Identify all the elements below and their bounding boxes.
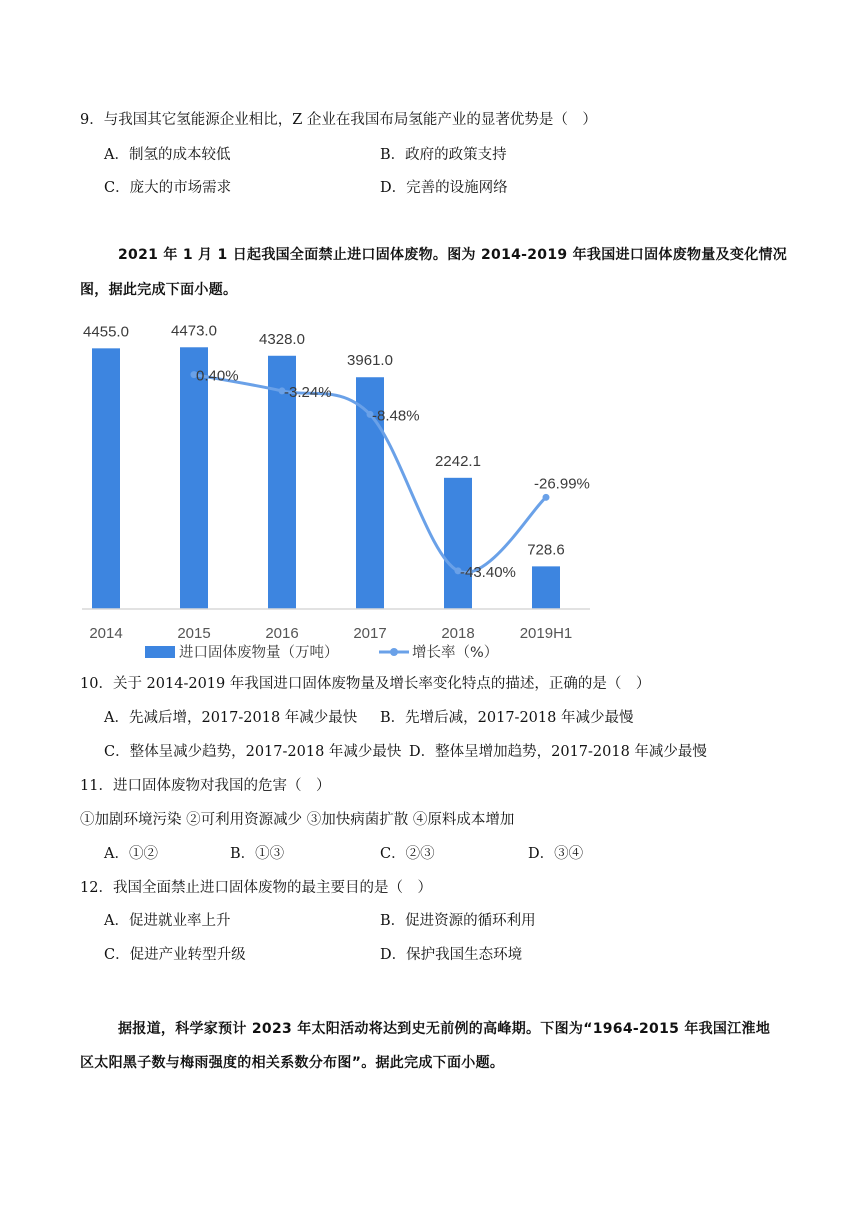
x-tick-2014: 2014 (89, 625, 123, 642)
q9-option-d: D．完善的设施网络 (380, 180, 508, 196)
bar-value-label-2019H1: 728.6 (527, 541, 565, 559)
q12-option-d: D．保护我国生态环境 (380, 947, 523, 963)
bar-value-label-2015: 4473.0 (171, 322, 217, 340)
legend-bar-swatch (145, 646, 175, 658)
bar-2018 (444, 478, 472, 609)
q11-statements: ①加剧环境污染 ②可利用资源减少 ③加快病菌扩散 ④原料成本增加 (80, 812, 515, 828)
passage-1-line-2: 图，据此完成下面小题。 (80, 282, 238, 298)
q11-option-a: A．①② (104, 846, 158, 862)
bar-2015 (180, 347, 208, 609)
labels-layer (83, 322, 590, 581)
legend-bar-label: 进口固体废物量（万吨） (179, 645, 339, 661)
question-12-stem: 12．我国全面禁止进口固体废物的最主要目的是（ ） (80, 880, 432, 896)
x-tick-2019H1: 2019H1 (519, 625, 573, 642)
bar-value-label-2016: 4328.0 (259, 330, 305, 348)
question-11-stem: 11．进口固体废物对我国的危害（ ） (80, 778, 331, 794)
q12-option-b: B．促进资源的循环利用 (380, 913, 536, 929)
rate-label-2018: -43.40% (460, 563, 516, 581)
passage-2-line-1: 据报道，科学家预计 2023 年太阳活动将达到史无前例的高峰期。下图为“1964-2015 年我国江淮地 (118, 1021, 771, 1037)
q11-option-b: B．①③ (230, 846, 285, 862)
q12-option-c: C．促进产业转型升级 (104, 947, 246, 963)
bar-value-label-2017: 3961.0 (347, 352, 393, 370)
rate-label-2016: -3.24% (284, 383, 332, 401)
q10-option-b: B．先增后减，2017-2018 年减少最慢 (380, 710, 634, 726)
q10-option-c: C．整体呈减少趋势，2017-2018 年减少最快 (104, 744, 402, 760)
question-10-stem: 10．关于 2014-2019 年我国进口固体废物量及增长率变化特点的描述，正确的是（ ） (80, 676, 651, 692)
rate-label-2017: -8.48% (372, 407, 420, 425)
ticks-layer (89, 625, 572, 642)
solid-waste-chart (82, 302, 602, 667)
question-9-stem: 9．与我国其它氢能源企业相比，Z 企业在我国布局氢能产业的显著优势是（ ） (80, 112, 597, 128)
x-tick-2017: 2017 (353, 625, 387, 642)
rate-label-2019H1: -26.99% (534, 475, 590, 493)
bar-2019H1 (532, 566, 560, 609)
legend-line-label: 增长率（%） (412, 645, 499, 661)
q10-option-a: A．先减后增，2017-2018 年减少最快 (104, 710, 358, 726)
q11-option-d: D．③④ (528, 846, 584, 862)
rate-point-2019H1 (543, 494, 550, 501)
x-tick-2015: 2015 (177, 625, 211, 642)
passage-1-line-1: 2021 年 1 月 1 日起我国全面禁止进口固体废物。图为 2014-2019 年我国进口固体废物量及变化情况 (118, 247, 788, 263)
bar-2014 (92, 348, 120, 609)
legend (145, 643, 498, 661)
bar-value-label-2014: 4455.0 (83, 323, 129, 341)
q9-option-a: A．制氢的成本较低 (104, 147, 231, 163)
bar-value-label-2018: 2242.1 (435, 452, 481, 470)
legend-line-marker (390, 648, 398, 656)
q9-option-c: C．庞大的市场需求 (104, 180, 232, 196)
q11-option-c: C．②③ (380, 846, 435, 862)
q9-option-b: B．政府的政策支持 (380, 147, 507, 163)
rate-label-2015: 0.40% (196, 367, 239, 385)
x-tick-2018: 2018 (441, 625, 475, 642)
q10-option-d: D．整体呈增加趋势，2017-2018 年减少最慢 (409, 744, 707, 760)
q12-option-a: A．促进就业率上升 (104, 913, 231, 929)
x-tick-2016: 2016 (265, 625, 299, 642)
passage-2-line-2: 区太阳黑子数与梅雨强度的相关系数分布图”。据此完成下面小题。 (80, 1055, 505, 1071)
